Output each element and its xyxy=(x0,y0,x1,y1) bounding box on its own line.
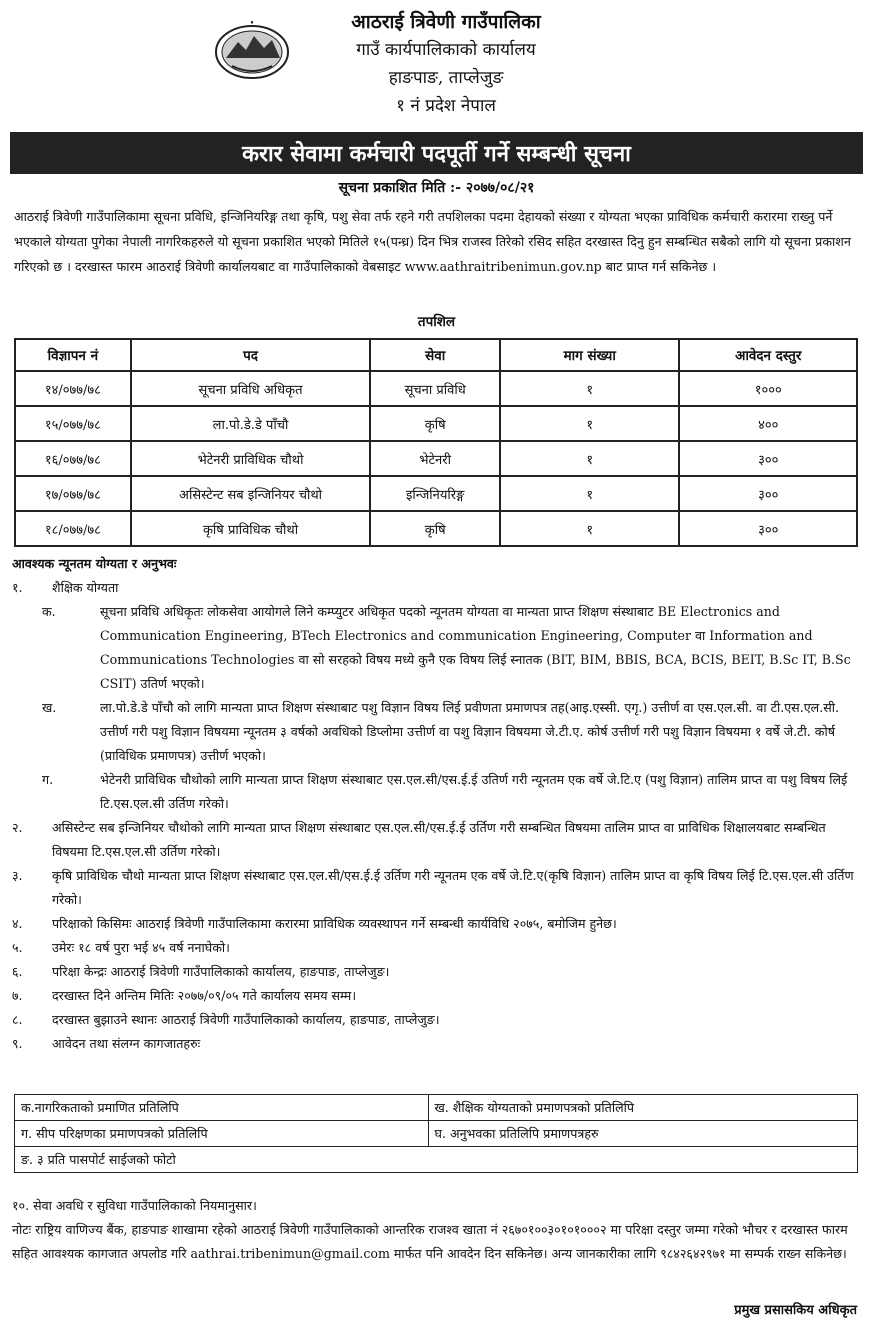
signature: प्रमुख प्रसासकिय अधिकृत xyxy=(734,1303,857,1318)
table-cell: ४०० xyxy=(679,406,857,441)
qualification-item xyxy=(12,816,860,864)
item-text: कृषि प्राविधिक चौथो मान्यता प्राप्त शिक्षण संस्थाबाट एस.एल.सी/एस.ई.ई उर्तिण गरी न्यूनतम एक वर्षे जे.टि.ए(कृषि विज्ञान) तालिम प्राप्त वा कृषि विषय लिई टि.एस.एल.सी उर्तिण गरेको। xyxy=(52,868,854,907)
item-number: ग. xyxy=(42,772,54,787)
column-header: माग संख्या xyxy=(500,339,679,371)
province: १ नं प्रदेश नेपाल xyxy=(396,96,496,116)
qualification-item xyxy=(12,960,860,984)
table-cell: ३०० xyxy=(679,441,857,476)
org-name: आठराई त्रिवेणी गाउँपालिका xyxy=(351,11,541,33)
table-cell: १००० xyxy=(679,371,857,406)
table-cell: कृषि xyxy=(370,511,500,546)
table-row xyxy=(15,371,857,406)
item-text: असिस्टेन्ट सब इन्जिनियर चौथोको लागि मान्यता प्राप्त शिक्षण संस्थाबाट एस.एल.सी/एस.ई.ई उर्तिण गरी सम्बन्धित विषयमा तालिम प्राप्त वा प्राविधिक शिक्षालयबाट सम्बन्धित विषयमा टि.एस.एल.सी उर्तिण गरेको। xyxy=(52,820,826,859)
column-header: आवेदन दस्तुर xyxy=(679,339,857,371)
qualification-item xyxy=(12,1032,860,1056)
document-cell: ङ. ३ प्रति पासपोर्ट साईजको फोटो xyxy=(15,1147,858,1173)
qualification-item xyxy=(12,600,860,696)
column-header: सेवा xyxy=(370,339,500,371)
qualification-item xyxy=(12,576,860,600)
letterhead xyxy=(0,0,873,128)
qualifications-section xyxy=(12,552,860,1056)
item-number: १. xyxy=(12,580,23,595)
item-text: सूचना प्रविधि अधिकृतः लोकसेवा आयोगले लिने कम्प्युटर अधिकृत पदको न्यूनतम योग्यता वा मान्यता प्राप्त शिक्षण संस्थाबाट BE Electronics and Communication Engineering, BTech Electronics and communication Engineering, Computer वा Information and Communications Technologies वा सो सरहको विषय मध्ये कुनै एक विषय लिई स्नातक (BIT, BIM, BBIS, BCA, BCIS, BEIT, B.Sc IT, B.Sc CSIT) उतिर्ण भएको। xyxy=(100,604,851,691)
qualifications-heading: आवश्यक न्यूनतम योग्यता र अनुभवः xyxy=(12,556,177,571)
item-number: ६. xyxy=(12,964,23,979)
table-cell: सूचना प्रविधि अधिकृत xyxy=(131,371,371,406)
item-number: क. xyxy=(42,604,56,619)
intro-paragraph: आठराई त्रिवेणी गाउँपालिकामा सूचना प्रविधि, इन्जिनियरिङ्ग तथा कृषि, पशु सेवा तर्फ रहने गरी तपशिलका पदमा देहायको संख्या र योग्यता भएका प्राविधिक कर्मचारी करारमा राख्नु पर्ने भएकाले योग्यता पुगेका नेपाली नागरिकहरुले यो सूचना प्रकाशित भएको मितिले १५(पन्ध्र) दिन भित्र राजस्व तिरेको रसिद सहित दरखास्त दिनु हुन सम्बन्धित सबैको लागि यो सूचना प्रकाशन गरिएको छ । दरखास्त फारम आठराई त्रिवेणी कार्यालयबाट वा गाउँपालिकाको वेबसाइट www.aathraitribenimun.gov.np बाट प्राप्त गर्न सकिनेछ । xyxy=(14,209,851,274)
table-cell: इन्जिनियरिङ्ग xyxy=(370,476,500,511)
item-number: २. xyxy=(12,820,23,835)
table-cell: ३०० xyxy=(679,476,857,511)
table-header-row xyxy=(15,339,857,371)
item-number: ४. xyxy=(12,916,23,931)
item-text: भेटेनरी प्राविधिक चौथोको लागि मान्यता प्राप्त शिक्षण संस्थाबाट एस.एल.सी/एस.ई.ई उतिर्ण गरी न्यूनतम एक वर्षे जे.टि.ए (पशु विज्ञान) तालिम प्राप्त वा पशु विषय लिई टि.एस.एल.सी उर्तिण गरेको। xyxy=(100,772,848,811)
qualification-item xyxy=(12,768,860,816)
table-cell: १ xyxy=(500,371,679,406)
table-cell: सूचना प्रविधि xyxy=(370,371,500,406)
table-cell: असिस्टेन्ट सब इन्जिनियर चौथो xyxy=(131,476,371,511)
table-title: तपशिल xyxy=(417,314,456,330)
note-paragraph: नोटः राष्ट्रिय वाणिज्य बैंक, हाङपाङ शाखामा रहेको आठराई त्रिवेणी गाउँपालिकाको आन्तरिक राजश्व खाता नं २६७०१००३०१०१०००२ मा परिक्षा दस्तुर जम्मा गरेको भौचर र दरखास्त फारम सहित आवश्यक कागजात अपलोड गरि aathrai.tribenimun@gmail.com मार्फत पनि आवदेन दिन सकिनेछ। अन्य जानकारीका लागि ९८४२६४२९७१ मा सम्पर्क राख्न सकिनेछ। xyxy=(12,1222,848,1261)
document-cell: ग. सीप परिक्षणका प्रमाणपत्रको प्रतिलिपि xyxy=(15,1121,429,1147)
document-cell: क.नागरिकताको प्रमाणित प्रतिलिपि xyxy=(15,1095,429,1121)
item-number: ७. xyxy=(12,988,23,1003)
item-number: ८. xyxy=(12,1012,23,1027)
item-number: ३. xyxy=(12,868,23,883)
vacancy-table xyxy=(14,338,858,547)
item-text: शैक्षिक योग्यता xyxy=(52,580,119,595)
column-header: विज्ञापन नं xyxy=(15,339,131,371)
table-cell: ला.पो.डे.डे पाँचौ xyxy=(131,406,371,441)
table-row xyxy=(15,441,857,476)
table-cell: १४/०७७/७८ xyxy=(15,371,131,406)
item-text: परिक्षाको किसिमः आठराई त्रिवेणी गाउँपालिकामा करारमा प्राविधिक व्यवस्थापन गर्ने सम्बन्धी कार्यविधि २०७५, बमोजिम हुनेछ। xyxy=(52,916,617,931)
item-text: दरखास्त बुझाउने स्थानः आठराई त्रिवेणी गाउँपालिकाको कार्यालय, हाङपाङ, ताप्लेजुङ। xyxy=(52,1012,440,1027)
document-cell: ख. शैक्षिक योग्यताको प्रमाणपत्रको प्रतिलिपि xyxy=(428,1095,858,1121)
documents-table xyxy=(14,1094,858,1173)
table-row xyxy=(15,406,857,441)
publish-date: सूचना प्रकाशित मिति :- २०७७/०८/२१ xyxy=(338,180,535,196)
table-cell: कृषि xyxy=(370,406,500,441)
table-cell: १५/०७७/७८ xyxy=(15,406,131,441)
document-cell: घ. अनुभवका प्रतिलिपि प्रमाणपत्रहरु xyxy=(428,1121,858,1147)
footer-section xyxy=(12,1194,860,1266)
office-name: गाउँ कार्यपालिकाको कार्यालय xyxy=(356,40,536,60)
table-cell: ३०० xyxy=(679,511,857,546)
nepal-emblem-icon xyxy=(212,18,292,80)
qualification-item xyxy=(12,1008,860,1032)
notice-title-banner: करार सेवामा कर्मचारी पदपूर्ती गर्ने सम्बन्धी सूचना xyxy=(10,132,863,174)
item-text: ला.पो.डे.डे पाँचौ को लागि मान्यता प्राप्त शिक्षण संस्थाबाट पशु विज्ञान विषय लिई प्रवीणता प्रमाणपत्र तह(आइ.एस्सी. एगृ.) उत्तीर्ण वा एस.एल.सी. वा टी.एस.एल.सी. उत्तीर्ण गरी पशु विज्ञान विषयमा न्यूनतम ३ वर्षको अवधिको डिप्लोमा उत्तीर्ण वा पशु विज्ञान विषयमा जे.टी.ए. कोर्ष उत्तीर्ण गरी पशु विज्ञान विषयमा १ वर्षे जे.टी. कोर्ष (प्राविधिक प्रमाणपत्र) उत्तीर्ण भएको। xyxy=(100,700,839,763)
table-cell: भेटेनरी xyxy=(370,441,500,476)
item-text: परिक्षा केन्द्रः आठराई त्रिवेणी गाउँपालिकाको कार्यालय, हाङपाङ, ताप्लेजुङ। xyxy=(52,964,390,979)
qualification-item xyxy=(12,696,860,768)
table-cell: १७/०७७/७८ xyxy=(15,476,131,511)
table-cell: १८/०७७/७८ xyxy=(15,511,131,546)
table-cell: १ xyxy=(500,406,679,441)
table-row xyxy=(15,476,857,511)
document-row xyxy=(15,1121,858,1147)
table-cell: भेटेनरी प्राविधिक चौथो xyxy=(131,441,371,476)
qualification-item xyxy=(12,936,860,960)
office-address: हाङपाङ, ताप्लेजुङ xyxy=(388,68,504,88)
table-cell: १ xyxy=(500,511,679,546)
item-text: दरखास्त दिने अन्तिम मितिः २०७७/०९/०५ गते कार्यालय समय सम्म। xyxy=(52,988,357,1003)
table-cell: १ xyxy=(500,441,679,476)
document-row xyxy=(15,1147,858,1173)
column-header: पद xyxy=(131,339,371,371)
table-row xyxy=(15,511,857,546)
item-number: ९. xyxy=(12,1036,23,1051)
table-cell: १ xyxy=(500,476,679,511)
table-cell: १६/०७७/७८ xyxy=(15,441,131,476)
item-number: ५. xyxy=(12,940,23,955)
item-text: आवेदन तथा संलग्न कागजातहरुः xyxy=(52,1036,201,1051)
qualification-item xyxy=(12,912,860,936)
item-text: उमेरः १८ वर्ष पुरा भई ४५ वर्ष ननाघेको। xyxy=(52,940,230,955)
item-number: ख. xyxy=(42,700,57,715)
table-cell: कृषि प्राविधिक चौथो xyxy=(131,511,371,546)
qualification-item xyxy=(12,864,860,912)
service-terms: १०. सेवा अवधि र सुविधा गाउँपालिकाको नियमानुसार। xyxy=(12,1198,257,1213)
qualification-item xyxy=(12,984,860,1008)
document-row xyxy=(15,1095,858,1121)
